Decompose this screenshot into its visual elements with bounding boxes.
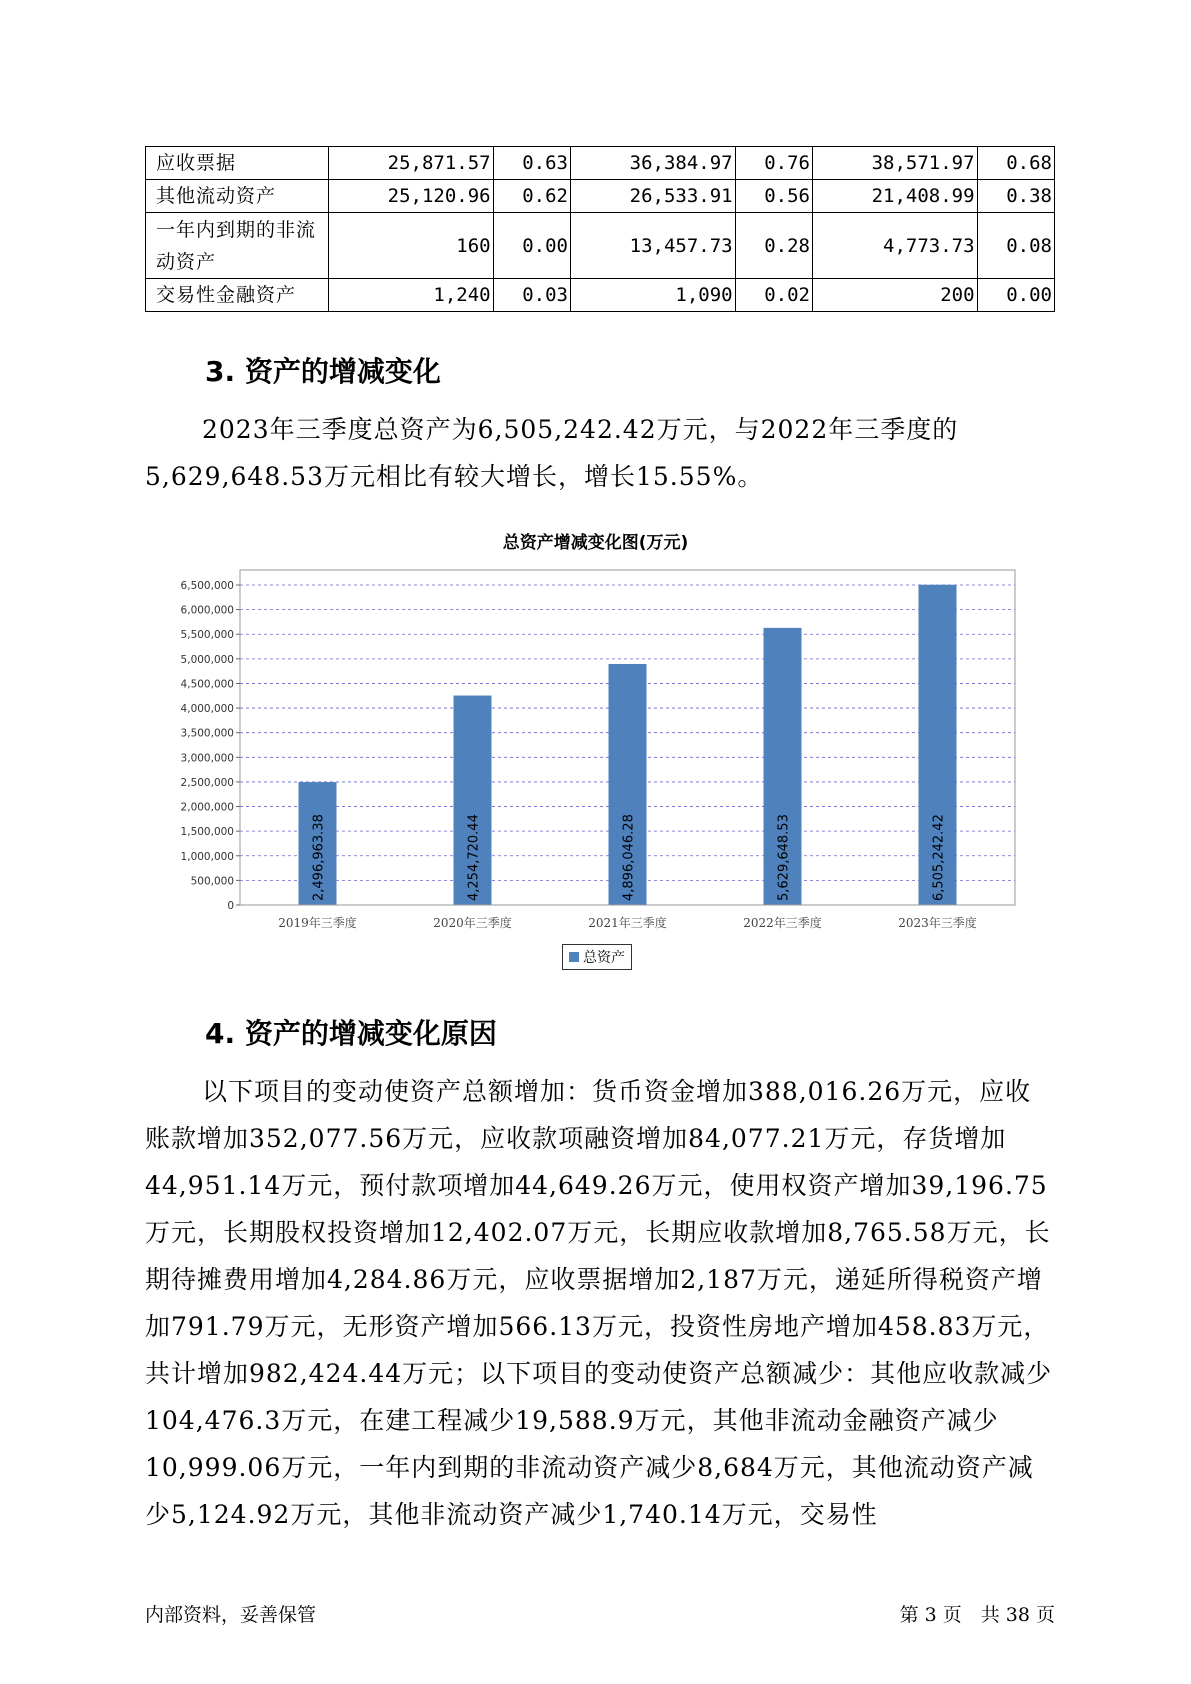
row-label: 交易性金融资产	[146, 279, 329, 312]
section3-text: 2023年三季度总资产为6,505,242.42万元，与2022年三季度的5,629,648.53万元相比有较大增长，增长15.55%。	[145, 415, 959, 491]
cell: 0.08	[977, 213, 1054, 279]
cell: 25,871.57	[329, 147, 494, 180]
bar-data-label: 4,896,046.28	[621, 814, 637, 901]
cell: 1,240	[329, 279, 494, 312]
cell: 0.02	[735, 279, 812, 312]
section4-paragraph	[145, 1068, 1055, 1538]
section4-heading: 4. 资产的增减变化原因	[205, 1017, 497, 1050]
section3-heading: 3. 资产的增减变化	[205, 355, 441, 388]
cell: 0.56	[735, 180, 812, 213]
cell: 36,384.97	[570, 147, 735, 180]
bar-data-label: 6,505,242.42	[931, 814, 947, 901]
cell: 0.00	[977, 279, 1054, 312]
x-tick-label: 2019年三季度	[278, 916, 357, 930]
y-tick-label: 6,500,000	[180, 580, 234, 592]
chart-title: 总资产增减变化图(万元)	[502, 533, 689, 553]
cell: 13,457.73	[570, 213, 735, 279]
cell: 0.03	[493, 279, 570, 312]
cell: 26,533.91	[570, 180, 735, 213]
bar-data-label: 2,496,963.38	[311, 814, 327, 901]
x-tick-label: 2022年三季度	[743, 916, 822, 930]
cell: 4,773.73	[812, 213, 977, 279]
row-label: 其他流动资产	[146, 180, 329, 213]
bar-data-label: 4,254,720.44	[466, 814, 482, 901]
legend-swatch	[569, 952, 579, 962]
asset-table	[145, 146, 1055, 312]
y-tick-label: 0	[227, 900, 234, 912]
y-tick-label: 1,500,000	[180, 826, 234, 839]
x-tick-label: 2021年三季度	[588, 916, 667, 930]
row-label: 一年内到期的非流动资产	[146, 213, 329, 279]
total-assets-bar-chart	[160, 560, 1020, 980]
cell: 0.28	[735, 213, 812, 279]
cell: 0.00	[493, 213, 570, 279]
cell: 0.62	[493, 180, 570, 213]
footer-left: 内部资料，妥善保管	[145, 1604, 317, 1626]
cell: 38,571.97	[812, 147, 977, 180]
y-tick-label: 2,500,000	[180, 776, 234, 789]
y-tick-label: 500,000	[190, 875, 234, 888]
x-tick-label: 2023年三季度	[898, 916, 977, 930]
y-tick-label: 5,000,000	[180, 653, 234, 666]
table-row	[146, 213, 1055, 279]
y-tick-label: 5,500,000	[180, 629, 234, 642]
table-row	[146, 147, 1055, 180]
y-tick-label: 4,500,000	[180, 678, 234, 691]
y-tick-label: 2,000,000	[180, 801, 234, 814]
bar-data-label: 5,629,648.53	[776, 814, 792, 901]
cell: 21,408.99	[812, 180, 977, 213]
section4-text: 以下项目的变动使资产总额增加：货币资金增加388,016.26万元，应收账款增加352,077.56万元，应收款项融资增加84,077.21万元，存货增加44,951.14万元，预付款项增加44,649.26万元，使用权资产增加39,196.75万元，长期股权投资增加12,402.07万元，长期应收款增加8,765.58万元，长期待摊费用增加4,284.86万元，应收票据增加2,187万元，递延所得税资产增加791.79万元，无形资产增加566.13万元，投资性房地产增加458.83万元，共计增加982,424.44万元；以下项目的变动使资产总额减少：其他应收款减少104,476.3万元，在建工程减少19,588.9万元，其他非流动金融资产减少10,999.06万元，一年内到期的非流动资产减少8,684万元，其他流动资产减少5,124.92万元，其他非流动资产减少1,740.14万元，交易性	[145, 1077, 1053, 1529]
y-tick-label: 6,000,000	[180, 604, 234, 617]
cell: 25,120.96	[329, 180, 494, 213]
cell: 0.38	[977, 180, 1054, 213]
x-tick-label: 2020年三季度	[433, 916, 512, 930]
y-tick-label: 3,500,000	[180, 727, 234, 740]
table-row	[146, 279, 1055, 312]
y-tick-label: 3,000,000	[180, 752, 234, 765]
chart-legend	[562, 944, 632, 970]
cell: 0.63	[493, 147, 570, 180]
page-number: 第 3 页 共 38 页	[899, 1604, 1055, 1626]
table-row	[146, 180, 1055, 213]
cell: 160	[329, 213, 494, 279]
section3-paragraph	[145, 406, 1055, 500]
cell: 200	[812, 279, 977, 312]
legend-label: 总资产	[583, 950, 625, 966]
y-tick-label: 1,000,000	[180, 850, 234, 863]
row-label: 应收票据	[146, 147, 329, 180]
y-tick-label: 4,000,000	[180, 703, 234, 716]
cell: 0.76	[735, 147, 812, 180]
cell: 1,090	[570, 279, 735, 312]
cell: 0.68	[977, 147, 1054, 180]
